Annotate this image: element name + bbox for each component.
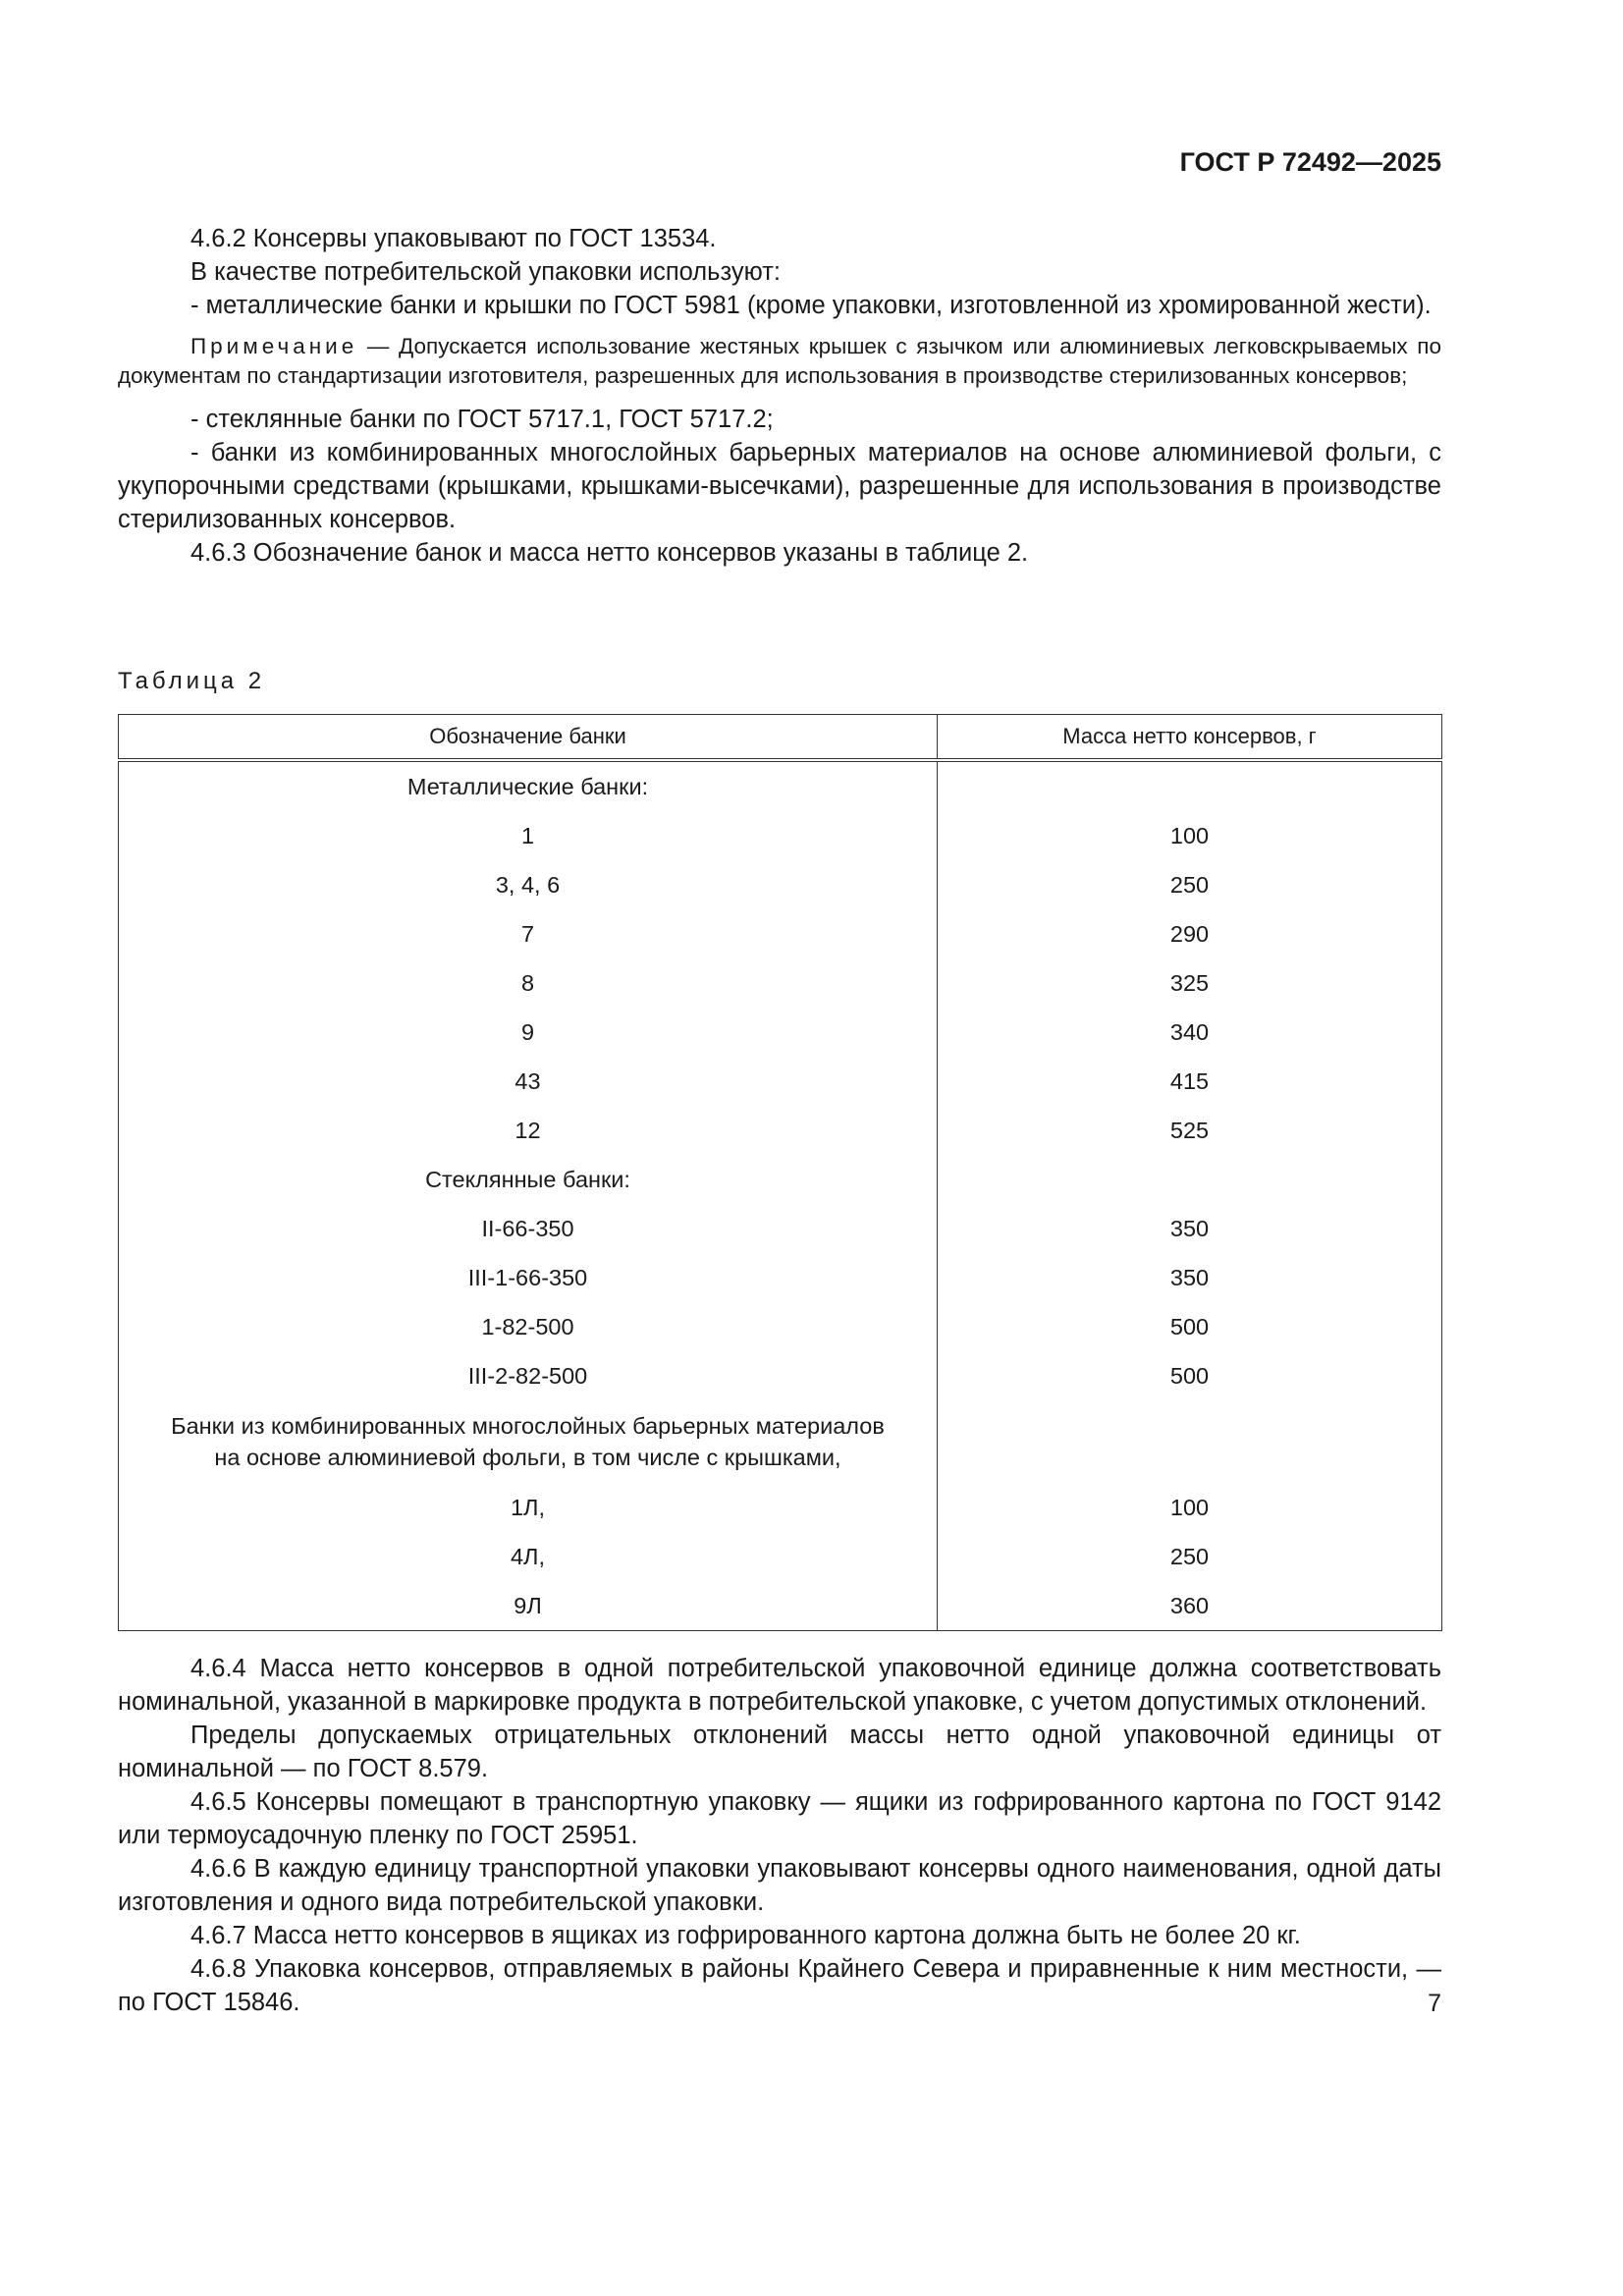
note bbox=[118, 332, 1441, 391]
cell-mass: 350 bbox=[938, 1204, 1442, 1253]
table-row bbox=[119, 1008, 1442, 1057]
table-row bbox=[119, 760, 1442, 811]
table-row bbox=[119, 1351, 1442, 1400]
cell-designation: 1Л, bbox=[119, 1483, 938, 1532]
table-row bbox=[119, 1581, 1442, 1631]
table-caption: Таблица 2 bbox=[118, 668, 266, 694]
list-item-glass-cans: - стеклянные банки по ГОСТ 5717.1, ГОСТ 5717.2; bbox=[190, 406, 774, 433]
cell-mass: 525 bbox=[938, 1106, 1442, 1155]
cell-mass: 340 bbox=[938, 1008, 1442, 1057]
paragraph-4-6-7: 4.6.7 Масса нетто консервов в ящиках из гофрированного картона должна быть не более 20 кг. bbox=[190, 1922, 1301, 1949]
cell-designation: 9Л bbox=[119, 1581, 938, 1631]
table-2 bbox=[118, 714, 1442, 1631]
cell-designation: 43 bbox=[119, 1057, 938, 1106]
cell-designation: 12 bbox=[119, 1106, 938, 1155]
paragraph-4-6-3: 4.6.3 Обозначение банок и масса нетто консервов указаны в таблице 2. bbox=[190, 539, 1029, 567]
table-row bbox=[119, 1483, 1442, 1532]
paragraph-consumer-packaging: В качестве потребительской упаковки используют: bbox=[190, 258, 781, 286]
cell-designation: III-2-82-500 bbox=[119, 1351, 938, 1400]
list-item-combined-cans: - банки из комбинированных многослойных барьерных материалов на основе алюминиевой фольги, с укупорочными средствами (крышками, крышками-высечками), разрешенные для использования в производстве стерилизованных консервов. bbox=[118, 439, 1441, 533]
paragraph-4-6-4: 4.6.4 Масса нетто консервов в одной потребительской упаковочной единице должна соответствовать номинальной, указанной в маркировке продукта в потребительской упаковке, с учетом допустимых отклонений. bbox=[118, 1655, 1441, 1716]
table-row bbox=[119, 1204, 1442, 1253]
cell-mass: 100 bbox=[938, 1483, 1442, 1532]
cell-designation: 9 bbox=[119, 1008, 938, 1057]
cell-mass: 325 bbox=[938, 958, 1442, 1008]
table-header-row bbox=[119, 715, 1442, 761]
table-row bbox=[119, 860, 1442, 909]
cell-designation: Банки из комбинированных многослойных барьерных материалов на основе алюминиевой фольги, в том числе с крышками, bbox=[119, 1400, 938, 1483]
cell-designation: 1 bbox=[119, 811, 938, 860]
cell-mass bbox=[938, 760, 1442, 811]
cell-mass: 500 bbox=[938, 1302, 1442, 1351]
bottom-text-block bbox=[118, 1652, 1441, 2019]
cell-mass: 100 bbox=[938, 811, 1442, 860]
paragraph-4-6-2: 4.6.2 Консервы упаковывают по ГОСТ 13534. bbox=[190, 225, 717, 252]
table-row bbox=[119, 1253, 1442, 1302]
note-label: Примечание bbox=[190, 334, 358, 358]
cell-designation: 4Л, bbox=[119, 1532, 938, 1581]
cell-mass: 360 bbox=[938, 1581, 1442, 1631]
paragraph-4-6-6: 4.6.6 В каждую единицу транспортной упаковки упаковывают консервы одного наименования, одной даты изготовления и одного вида потребительской упаковки. bbox=[118, 1855, 1441, 1916]
cell-designation: 7 bbox=[119, 909, 938, 958]
table-row bbox=[119, 958, 1442, 1008]
document-header: ГОСТ Р 72492—2025 bbox=[1179, 147, 1441, 177]
list-item-metal-cans: - металлические банки и крышки по ГОСТ 5981 (кроме упаковки, изготовленной из хромированной жести). bbox=[190, 292, 1432, 319]
cell-designation: Стеклянные банки: bbox=[119, 1155, 938, 1204]
header-net-mass: Масса нетто консервов, г bbox=[938, 715, 1442, 761]
paragraph-deviation-limits: Пределы допускаемых отрицательных отклонений массы нетто одной упаковочной единицы от номинальной — по ГОСТ 8.579. bbox=[118, 1722, 1441, 1782]
table-row bbox=[119, 811, 1442, 860]
table-row bbox=[119, 1155, 1442, 1204]
top-text-block bbox=[118, 222, 1441, 570]
cell-mass: 250 bbox=[938, 1532, 1442, 1581]
table-row bbox=[119, 1532, 1442, 1581]
table-row bbox=[119, 909, 1442, 958]
note-text: — Допускается использование жестяных крышек с язычком или алюминиевых легковскрываемых по документам по стандартизации изготовителя, разрешенных для использования в производстве стерилизованных консервов; bbox=[118, 334, 1441, 388]
page-number: 7 bbox=[1428, 1990, 1441, 2017]
table-row bbox=[119, 1106, 1442, 1155]
cell-designation: 8 bbox=[119, 958, 938, 1008]
cell-mass: 415 bbox=[938, 1057, 1442, 1106]
cell-mass: 290 bbox=[938, 909, 1442, 958]
cell-mass: 500 bbox=[938, 1351, 1442, 1400]
cell-designation: II-66-350 bbox=[119, 1204, 938, 1253]
table-row bbox=[119, 1400, 1442, 1483]
cell-mass: 250 bbox=[938, 860, 1442, 909]
cell-designation: 1-82-500 bbox=[119, 1302, 938, 1351]
header-designation: Обозначение банки bbox=[119, 715, 938, 761]
cell-mass: 350 bbox=[938, 1253, 1442, 1302]
cell-mass bbox=[938, 1400, 1442, 1483]
cell-designation: III-1-66-350 bbox=[119, 1253, 938, 1302]
table-row bbox=[119, 1302, 1442, 1351]
table-row bbox=[119, 1057, 1442, 1106]
cell-designation: Металлические банки: bbox=[119, 760, 938, 811]
paragraph-4-6-8: 4.6.8 Упаковка консервов, отправляемых в районы Крайнего Севера и приравненные к ним местности, — по ГОСТ 15846. bbox=[118, 1955, 1441, 2016]
cell-mass bbox=[938, 1155, 1442, 1204]
paragraph-4-6-5: 4.6.5 Консервы помещают в транспортную упаковку — ящики из гофрированного картона по ГОСТ 9142 или термоусадочную пленку по ГОСТ 25951. bbox=[118, 1788, 1441, 1849]
cell-designation: 3, 4, 6 bbox=[119, 860, 938, 909]
